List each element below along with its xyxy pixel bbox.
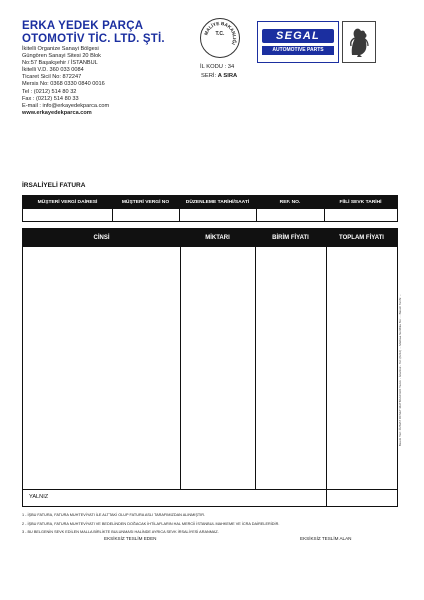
segal-logo-subtitle: AUTOMOTIVE PARTS	[262, 46, 334, 55]
seri	[201, 73, 245, 79]
seri-value: A SIRA	[217, 73, 238, 79]
column-divider	[179, 196, 180, 221]
company-name-line2: OTOMOTİV TİC. LTD. ŞTİ.	[22, 32, 165, 45]
printer-imprint	[396, 230, 404, 510]
column-divider	[324, 196, 325, 221]
note-line: 3 - BU BELGENİN SEVK EDİLEN MALLA BİRLİKTE BULUNMASI HALİNDE AYRICA SEVK İRSALİYESİ ARANMAZ.	[22, 530, 219, 534]
header-duzenleme-tarihi: DÜZENLEME TARİHİ/SAATİ	[185, 200, 250, 205]
company-website: www.erkayedekparca.com	[22, 109, 92, 116]
yalniz-label: YALNIZ	[29, 494, 49, 500]
header-birim-fiyati: BİRİM FİYATI	[272, 235, 309, 241]
note-line: 1 - İŞBU FATURA, FATURA MUHTEVİYATI İLE ALTTAKİ OLUP FATURA ASLI TARAFIMIZDAN ALINMIŞTIR.	[22, 513, 206, 517]
address-line: Mersis No: 0368 0330 0840 0016	[22, 81, 105, 88]
svg-text:MALİYE BAKANLIĞI: MALİYE BAKANLIĞI	[203, 20, 238, 46]
legal-notes	[22, 511, 279, 537]
address-line: Fax : (0212) 514 80 33	[22, 95, 79, 102]
lion-icon	[342, 21, 376, 63]
header-cinsi: CİNSİ	[93, 235, 110, 241]
customer-info-table	[22, 195, 398, 222]
yalniz-divider	[23, 489, 397, 490]
lion-shape	[343, 22, 375, 62]
company-address	[22, 46, 109, 117]
company-name	[22, 20, 165, 45]
seal-center-text: T.C.	[215, 31, 225, 37]
signature-teslim-eden: EKSİKSİZ TESLİM EDEN	[104, 536, 157, 541]
address-line: Ticaret Sicil No: 872247	[22, 74, 82, 81]
document-title: İRSALİYELİ FATURA	[22, 182, 86, 189]
column-divider	[256, 196, 257, 221]
note-line: 2 - İŞBU FATURA, FATURA MUHTEVİYATI VE BEDELİNDEN DOĞACAK İHTİLAFLARIN HAL MERCİİ İSTANBUL MAHKEME VE İCRA DAİRELERİDİR.	[22, 521, 280, 526]
address-line: Tel : (0212) 514 80 32	[22, 88, 77, 95]
address-line: Güngören Sanayi Sitesi 20 Blok	[22, 53, 101, 60]
items-table-header	[23, 229, 397, 247]
signature-teslim-alan: EKSİKSİZ TESLİM ALAN	[300, 536, 352, 541]
header-vergi-dairesi: MÜŞTERİ VERGİ DAİRESİ	[37, 200, 98, 205]
company-name-line1: ERKA YEDEK PARÇA	[22, 20, 144, 32]
segal-logo-word: SEGAL	[276, 30, 320, 42]
header-toplam-fiyati: TOPLAM FİYATI	[339, 235, 384, 241]
address-line: E-mail : info@erkayedekparca.com	[22, 102, 110, 109]
column-divider	[255, 229, 256, 489]
il-kodu: İL KODU : 34	[200, 64, 235, 70]
seal-ring-text	[200, 18, 240, 58]
seri-label: SERİ:	[201, 73, 217, 79]
address-line: No:57 Başakşehir / İSTANBUL	[22, 60, 98, 67]
column-divider	[326, 229, 327, 506]
items-table	[22, 228, 398, 507]
header-sevk-tarihi: FİİLİ SEVK TARİHİ	[339, 200, 382, 205]
column-divider	[180, 229, 181, 489]
header-ref-no: REF. NO.	[279, 200, 301, 205]
customer-info-header	[23, 196, 397, 209]
address-line: İkitelli Organize Sanayi Bölgesi	[22, 46, 99, 52]
column-divider	[112, 196, 113, 221]
address-line: İkitelli V.D. 360 033 0084	[22, 67, 84, 74]
header-vergi-no: MÜŞTERİ VERGİ NO	[121, 200, 170, 205]
printer-imprint-text: Basım Yeri: ÖZMAT OFSET MATBAACILIK Yazıcı - İstanbul - Tel: (0212) ... Matbaa Sertifika No: ... Basım Tarihi: ...	[398, 293, 402, 447]
header-miktari: MİKTARI	[205, 235, 230, 241]
